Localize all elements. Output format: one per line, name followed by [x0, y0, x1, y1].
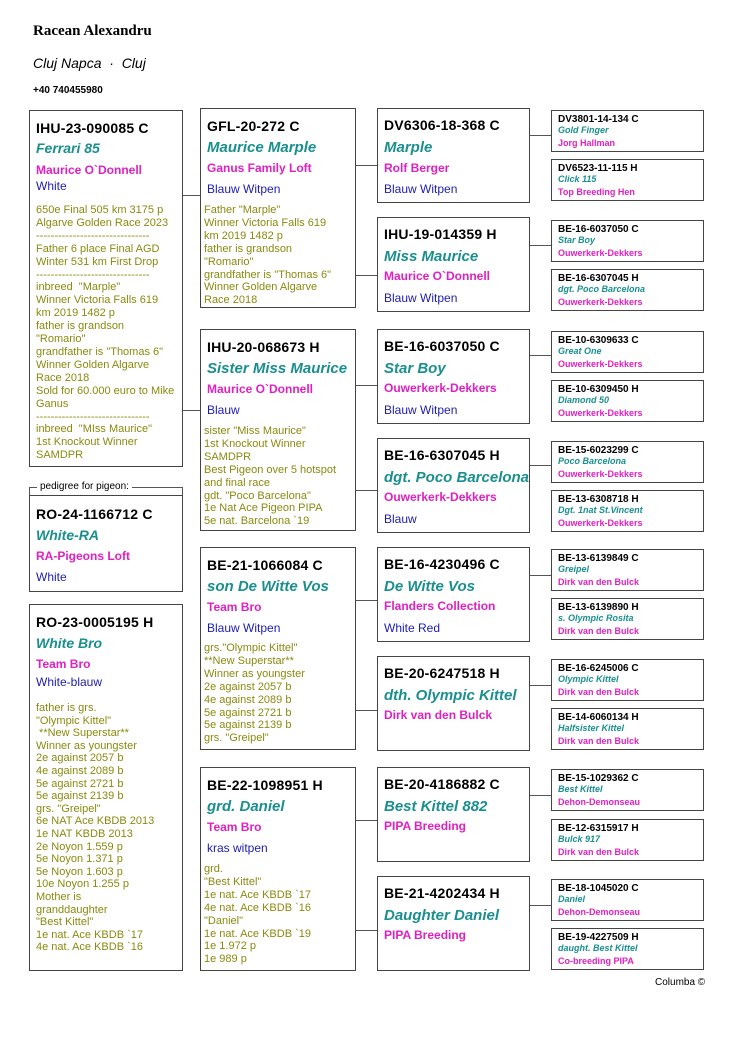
ggp-ring: BE-21-4202434 H — [384, 885, 500, 901]
great-great-grandparent-card[interactable] — [551, 928, 704, 970]
gggp-ring: BE-14-6060134 H — [558, 712, 639, 723]
gggp-name: s. Olympic Rosita — [558, 613, 634, 623]
gggp-ring: BE-10-6309633 C — [558, 335, 639, 346]
grandparent-card[interactable] — [200, 329, 356, 531]
gp-ring: GFL-20-272 C — [207, 118, 300, 134]
gggp-owner: Ouwerkerk-Dekkers — [558, 359, 643, 369]
gp-owner: Maurice O`Donnell — [207, 382, 314, 396]
gggp-name: Star Boy — [558, 235, 596, 245]
great-grandparent-card[interactable] — [377, 547, 530, 642]
breeder-phone: +40 740455980 — [33, 85, 103, 96]
breeder-name: Racean Alexandru — [33, 23, 152, 39]
gp-name: grd. Daniel — [207, 798, 285, 815]
gp-notes: Father "Marple" Winner Victoria Falls 619 km 2019 1482 p father is grandson "Romario" grandfather is "Thomas 6" Winner Golden Algarve Race 2018 — [204, 204, 332, 307]
gp-name: son De Witte Vos — [207, 578, 329, 595]
mother-owner: Team Bro — [36, 657, 91, 671]
gggp-ring: BE-13-6308718 H — [558, 494, 639, 505]
subject-owner: RA-Pigeons Loft — [36, 549, 130, 563]
ggp-color: Blauw — [384, 512, 417, 526]
gp-owner: Team Bro — [207, 600, 262, 614]
ggp-color: Blauw Witpen — [384, 403, 458, 417]
great-grandparent-card[interactable] — [377, 438, 530, 533]
mother-name: White Bro — [36, 635, 103, 651]
great-grandparent-card[interactable] — [377, 108, 530, 203]
ggp-owner: PIPA Breeding — [384, 819, 467, 833]
great-great-grandparent-card[interactable] — [551, 331, 704, 373]
father-name: Ferrari 85 — [36, 140, 100, 156]
great-great-grandparent-card[interactable] — [551, 110, 704, 152]
gggp-ring: BE-15-1029362 C — [558, 773, 639, 784]
ggp-ring: IHU-19-014359 H — [384, 226, 497, 242]
gggp-ring: BE-13-6139890 H — [558, 602, 639, 613]
gp-owner: Team Bro — [207, 820, 262, 834]
grandparent-card[interactable] — [200, 547, 356, 750]
gggp-ring: DV3801-14-134 C — [558, 114, 639, 125]
father-color: White — [36, 179, 67, 193]
gggp-ring: BE-19-4227509 H — [558, 932, 639, 943]
gggp-owner: Jorg Hallman — [558, 138, 616, 148]
ggp-name: Marple — [384, 139, 433, 156]
ggp-owner: Rolf Berger — [384, 161, 450, 175]
mother-ring: RO-23-0005195 H — [36, 614, 154, 630]
father-card[interactable] — [29, 110, 183, 467]
gggp-name: Dgt. 1nat St.Vincent — [558, 505, 643, 515]
ggp-name: De Witte Vos — [384, 578, 475, 595]
ggp-color: Blauw Witpen — [384, 291, 458, 305]
ggp-ring: BE-16-6037050 C — [384, 338, 500, 354]
father-owner: Maurice O`Donnell — [36, 163, 143, 177]
gggp-owner: Ouwerkerk-Dekkers — [558, 408, 643, 418]
ggp-owner: Dirk van den Bulck — [384, 708, 493, 722]
gggp-owner: Dirk van den Bulck — [558, 847, 640, 857]
gggp-name: Gold Finger — [558, 125, 609, 135]
gggp-owner: Dirk van den Bulck — [558, 687, 640, 697]
ggp-owner: Flanders Collection — [384, 599, 496, 613]
great-great-grandparent-card[interactable] — [551, 659, 704, 701]
breeder-location: Cluj Napca · Cluj — [33, 55, 146, 71]
great-great-grandparent-card[interactable] — [551, 490, 704, 532]
ggp-color: Blauw Witpen — [384, 182, 458, 196]
mother-notes: father is grs. "Olympic Kittel" **New Superstar** Winner as youngster 2e against 2057 b 4e against 2089 b 5e against 2721 b 5e against 2139 b grs. "Greipel" 6e NAT Ace KBDB 2013 1e NAT KBDB 2013 2e Noyon 1.559 p 5e Noyon 1.371 p 5e Noyon 1.603 p 10e Noyon 1.255 p Mother is granddaughter "Best Kittel" 1e nat. Ace KBDB `17 4e nat. Ace KBDB `16 — [36, 702, 155, 954]
great-grandparent-card[interactable] — [377, 329, 530, 424]
gggp-name: daught. Best Kittel — [558, 943, 638, 953]
ggp-name: Best Kittel 882 — [384, 798, 488, 815]
gggp-owner: Dirk van den Bulck — [558, 577, 640, 587]
subject-card[interactable] — [29, 495, 183, 592]
ggp-owner: PIPA Breeding — [384, 928, 467, 942]
gggp-owner: Dirk van den Bulck — [558, 626, 640, 636]
mother-color: White-blauw — [36, 675, 103, 689]
ggp-ring: BE-16-4230496 C — [384, 556, 500, 572]
gggp-ring: BE-18-1045020 C — [558, 883, 639, 894]
ggp-name: dgt. Poco Barcelona — [384, 469, 530, 486]
great-great-grandparent-card[interactable] — [551, 598, 704, 640]
great-great-grandparent-card[interactable] — [551, 269, 704, 311]
ggp-ring: BE-16-6307045 H — [384, 447, 500, 463]
ggp-name: dth. Olympic Kittel — [384, 687, 517, 704]
ggp-name: Star Boy — [384, 360, 446, 377]
ggp-ring: BE-20-6247518 H — [384, 665, 500, 681]
ggp-owner: Ouwerkerk-Dekkers — [384, 381, 497, 395]
grandparent-card[interactable] — [200, 767, 356, 971]
gggp-owner: Ouwerkerk-Dekkers — [558, 469, 643, 479]
great-great-grandparent-card[interactable] — [551, 819, 704, 861]
great-grandparent-card[interactable] — [377, 876, 530, 971]
gggp-ring: BE-10-6309450 H — [558, 384, 639, 395]
gggp-owner: Top Breeding Hen — [558, 187, 635, 197]
great-great-grandparent-card[interactable] — [551, 879, 704, 921]
great-great-grandparent-card[interactable] — [551, 380, 704, 422]
gp-notes: grs."Olympic Kittel" **New Superstar** Winner as youngster 2e against 2057 b 4e against 2089 b 5e against 2721 b 5e against 2139 b grs. "Greipel" — [204, 642, 305, 745]
gggp-ring: BE-12-6315917 H — [558, 823, 639, 834]
gggp-owner: Dirk van den Bulck — [558, 736, 640, 746]
great-great-grandparent-card[interactable] — [551, 220, 704, 262]
great-great-grandparent-card[interactable] — [551, 441, 704, 483]
father-notes: 650e Final 505 km 3175 p Algarve Golden Race 2023 ------------------------------- Father 6 place Final AGD Winter 531 km First Drop ------------------------------- inbreed "Marple" Winner Victoria Falls 619 km 2019 1482 p father is grandson "Romario" grandfather is "Thomas 6" Winner Golden Algarve Race 2018 Sold for 60.000 euro to Mike Ganus ------------------------------- inbreed "MIss Maurice" 1st Knockout Winner SAMDPR — [36, 204, 175, 462]
ggp-owner: Maurice O`Donnell — [384, 269, 491, 283]
gggp-name: Daniel — [558, 894, 586, 904]
gggp-name: Halfsister Kittel — [558, 723, 625, 733]
gp-notes: sister "Miss Maurice" 1st Knockout Winner SAMDPR Best Pigeon over 5 hotspot and final race gdt. "Poco Barcelona" 1e Nat Ace Pigeon PIPA 5e nat. Barcelona `19 — [204, 425, 337, 528]
subject-color: White — [36, 570, 67, 584]
gp-owner: Ganus Family Loft — [207, 161, 312, 175]
gp-name: Maurice Marple — [207, 139, 317, 156]
gp-name: Sister Miss Maurice — [207, 360, 348, 377]
gggp-owner: Ouwerkerk-Dekkers — [558, 248, 643, 258]
gggp-ring: BE-16-6307045 H — [558, 273, 639, 284]
footer-credit: Columba © — [655, 977, 706, 988]
great-grandparent-card[interactable] — [377, 217, 530, 312]
ggp-ring: BE-20-4186882 C — [384, 776, 500, 792]
great-great-grandparent-card[interactable] — [551, 159, 704, 201]
ggp-name: Daughter Daniel — [384, 907, 500, 924]
mother-card[interactable] — [29, 604, 183, 971]
gggp-name: Bulck 917 — [558, 834, 601, 844]
gp-ring: BE-22-1098951 H — [207, 777, 323, 793]
gggp-name: Best Kittel — [558, 784, 603, 794]
gggp-name: Diamond 50 — [558, 395, 610, 405]
ggp-name: Miss Maurice — [384, 248, 479, 265]
gp-ring: BE-21-1066084 C — [207, 557, 323, 573]
ggp-ring: DV6306-18-368 C — [384, 117, 500, 133]
gggp-owner: Co-breeding PIPA — [558, 956, 634, 966]
gggp-ring: DV6523-11-115 H — [558, 163, 638, 174]
gp-color: Blauw Witpen — [207, 182, 281, 196]
subject-name: White-RA — [36, 527, 99, 543]
pedigree-label: pedigree for pigeon: — [37, 481, 132, 492]
gp-color: Blauw Witpen — [207, 621, 281, 635]
great-grandparent-card[interactable] — [377, 767, 530, 862]
great-grandparent-card[interactable] — [377, 656, 530, 751]
subject-ring: RO-24-1166712 C — [36, 506, 153, 522]
gggp-owner: Ouwerkerk-Dekkers — [558, 297, 643, 307]
gggp-ring: BE-15-6023299 C — [558, 445, 639, 456]
ggp-owner: Ouwerkerk-Dekkers — [384, 490, 497, 504]
gp-ring: IHU-20-068673 H — [207, 339, 320, 355]
great-great-grandparent-card[interactable] — [551, 708, 704, 750]
gp-notes: grd. "Best Kittel" 1e nat. Ace KBDB `17 4e nat. Ace KBDB `16 "Daniel" 1e nat. Ace KBDB `19 1e 1.972 p 1e 989 p — [204, 863, 312, 966]
gggp-name: Olympic Kittel — [558, 674, 619, 684]
gggp-ring: BE-13-6139849 C — [558, 553, 639, 564]
gggp-name: Great One — [558, 346, 602, 356]
gggp-name: Poco Barcelona — [558, 456, 627, 466]
great-great-grandparent-card[interactable] — [551, 769, 704, 811]
grandparent-card[interactable] — [200, 108, 356, 308]
gggp-name: Click 115 — [558, 174, 597, 184]
gggp-ring: BE-16-6037050 C — [558, 224, 639, 235]
great-great-grandparent-card[interactable] — [551, 549, 704, 591]
gggp-name: dgt. Poco Barcelona — [558, 284, 646, 294]
father-ring: IHU-23-090085 C — [36, 120, 149, 136]
gp-color: Blauw — [207, 403, 240, 417]
gggp-owner: Ouwerkerk-Dekkers — [558, 518, 643, 528]
gp-color: kras witpen — [207, 841, 268, 855]
gggp-owner: Dehon-Demonseau — [558, 797, 641, 807]
gggp-name: Greipel — [558, 564, 590, 574]
ggp-color: White Red — [384, 621, 441, 635]
gggp-owner: Dehon-Demonseau — [558, 907, 641, 917]
gggp-ring: BE-16-6245006 C — [558, 663, 639, 674]
